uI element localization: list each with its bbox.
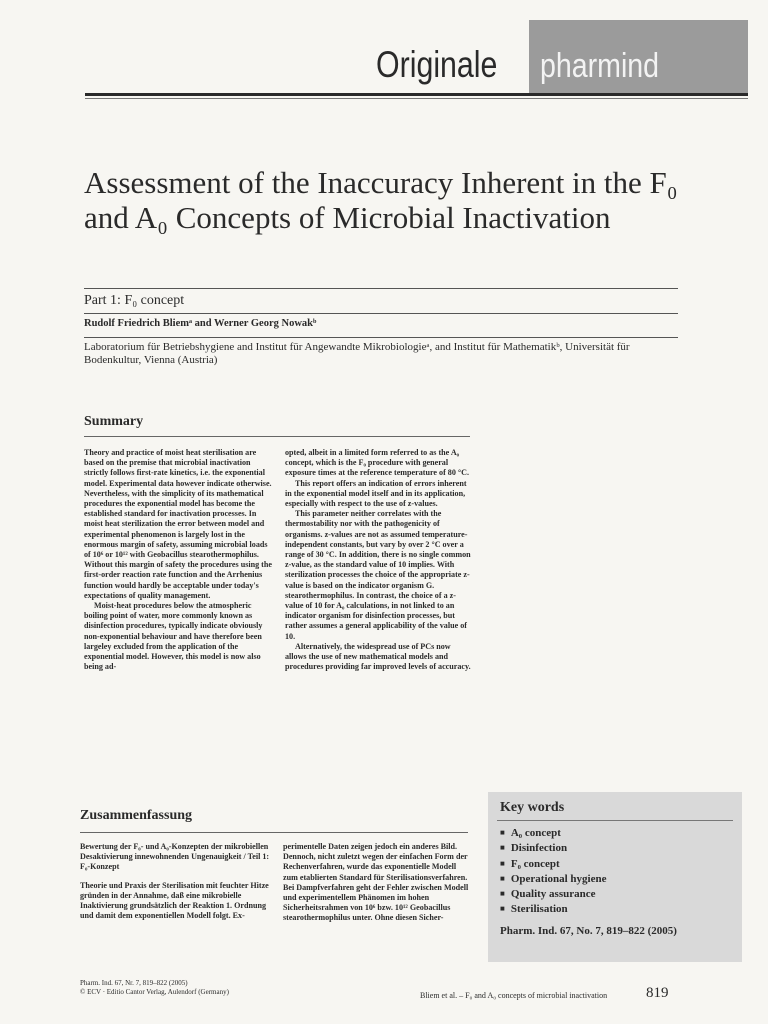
zusammenfassung-paragraph: Theorie und Praxis der Sterilisation mit feuchter Hitze gründen in der Annahme, daß eine mikrobielle Inaktivierung grundsätzlich der Reaktion 1. Ordnung und damit dem exponentiellen Modell folgt. Ex- [80,880,269,921]
part-rule [84,313,678,314]
keyword-item: ■ Sterilisation [500,902,606,917]
header-rule [85,93,748,96]
keywords-rule [497,820,733,821]
summary-paragraph: This parameter neither correlates with the thermostability nor with the pathogenicity of organisms. z-values are not as assumed temperature-independent constants, but vary by over 2 °C over a range of 30 °C. In addition, there is no single common z-value, as the standard value of 10 implies. With sterilization processes the choice of the appropriate z-value is based on the indicator organism G. stearothermophilus. In contrast, the choice of a z-value of 10 for A₀ calculations, in not linked to an indicator organism for disinfection processes, but rather assumes a general applicability of the value of 10. [285,509,471,641]
zusammenfassung-paragraph: Bewertung der F₀- und A₀-Konzepten der mikrobiellen Desaktivierung innewohnenden Ungenauigkeit / Teil 1: F₀-Konzept [80,842,270,872]
article-part: Part 1: F₀ concept [84,293,185,308]
zusammenfassung-paragraph: perimentelle Daten zeigen jedoch ein anderes Bild. Dennoch, nicht zuletzt wegen der einfachen Form der Rechenverfahren, wurde das exponentielle Modell zum etablierten Standard für Sterilisationsverfahren. Bei Dampfverfahren geht der Fehler zwischen Modell und experimentellem Phänomen im hohen Sicherheitsrahmen von 10⁶ bzw. 10¹² Geobacillus stearothermophilus unter. Ohne diesen Sicher- [283,842,469,923]
keywords-list [500,826,606,918]
article-affiliation: Laboratorium für Betriebshygiene and Institut für Angewandte Mikrobiologieᵃ, and Institut für Mathematikᵇ, Universität für Bodenkultur, Vienna (Austria) [84,341,630,366]
keyword-item: ■ Quality assurance [500,887,606,902]
keyword-item: ■ F₀ concept [500,857,606,872]
title-rule [84,288,678,289]
footer-citation: Pharm. Ind. 67, Nr. 7, 819–822 (2005) [80,979,188,987]
footer-left [80,979,229,997]
summary-column-1 [84,448,274,672]
running-head: Bliem et al. – F₀ and A₀ concepts of microbial inactivation [420,991,608,1000]
brand-label: pharmind [540,47,660,85]
page-number: 819 [646,985,669,1001]
summary-paragraph: opted, albeit in a limited form referred to as the A₀ concept, which is the F₀ procedure with general exposure times at the reference temperature of 80 °C. [285,448,470,478]
keyword-item: ■ Operational hygiene [500,872,606,887]
footer-publisher: © ECV · Editio Cantor Verlag, Aulendorf (Germany) [80,988,229,996]
section-label: Originale [376,44,498,85]
summary-paragraph: Moist-heat procedures below the atmospheric boiling point of water, more commonly known as disinfection procedures, typically indicate obviously non-exponential behaviour and have therefore been largeley excluded from the application of the exponential model. However, this model is now also being ad- [84,601,263,672]
zusammenfassung-rule [80,832,468,833]
keywords-reference: Pharm. Ind. 67, No. 7, 819–822 (2005) [500,925,677,937]
zusammenfassung-column-1 [80,842,270,921]
zusammenfassung-heading: Zusammenfassung [80,808,193,823]
keyword-item: ■ Disinfection [500,841,606,856]
article-authors: Rudolf Friedrich Bliemᵃ and Werner Georg Nowakᵇ [84,318,317,329]
article-title: Assessment of the Inaccuracy Inherent in the F₀ and A₀ Concepts of Microbial Inactivation [84,165,678,235]
summary-column-2 [285,448,473,672]
keywords-heading: Key words [500,800,565,815]
summary-paragraph: Alternatively, the widespread use of PCs now allows the use of new mathematical models and procedures providing far improved levels of accuracy. [285,641,471,672]
header-rule-thin [85,98,748,99]
keyword-item: ■ A₀ concept [500,826,606,841]
summary-rule [84,436,470,437]
summary-heading: Summary [84,414,144,429]
summary-paragraph: This report offers an indication of errors inherent in the exponential model itself and in its application, especially with respect to the use of z-values. [285,478,467,509]
authors-rule [84,337,678,338]
zusammenfassung-column-2 [283,842,471,924]
summary-paragraph: Theory and practice of moist heat sterilisation are based on the premise that microbial inactivation strictly follows first-rate kinetics, i.e. the exponential model. Experimental data however indicate otherwise. Nevertheless, with the simplicity of its mathematical procedures the exponential model has become the established standard for inactivation processes. In moist heat sterilization the error between model and experimental phenomenon is largely lost in the enormous margin of safety, assuming microbial loads of 10⁶ or 10¹² with Geobacillus stearothermophilus. Without this margin of safety the procedures using the first-order reaction rate function and the Arrhenius function would hardly be acceptable under today's expectations of quality management. [84,448,272,600]
